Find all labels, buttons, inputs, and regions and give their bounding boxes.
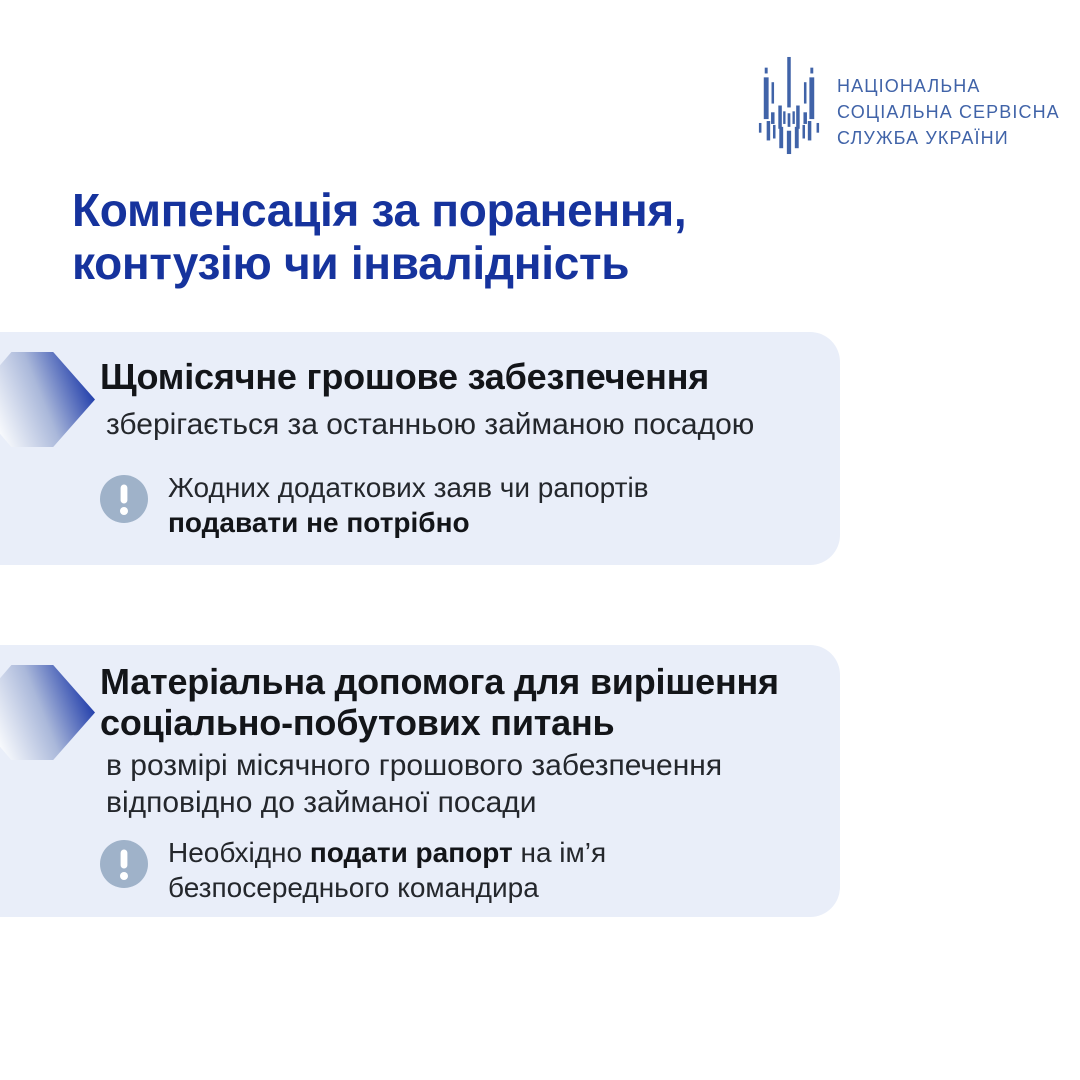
org-name: [837, 73, 1060, 151]
note-text-pre: Жодних додаткових заяв чи рапортів: [168, 472, 649, 503]
org-name-line: СОЦІАЛЬНА СЕРВІСНА: [837, 102, 1060, 122]
note-text-post: на ім’я безпосереднього командира: [168, 837, 607, 903]
note-text: [168, 470, 728, 540]
card-heading: Щомісячне грошове забезпечення: [100, 356, 710, 397]
note-text-pre: Необхідно: [168, 837, 310, 868]
org-name-line: СЛУЖБА УКРАЇНИ: [837, 128, 1009, 148]
org-name-line: НАЦІОНАЛЬНА: [837, 76, 981, 96]
benefit-card-material-aid: [0, 645, 840, 917]
note-text-bold: подавати не потрібно: [168, 507, 470, 538]
page-title-line2: контузію чи інвалідність: [72, 237, 630, 289]
arrow-right-icon: [0, 352, 95, 447]
note-text-bold: подати рапорт: [309, 837, 513, 868]
note-text: [168, 835, 728, 905]
tryzub-bars-logo-icon: [756, 56, 822, 155]
exclamation-icon: [100, 475, 148, 523]
page-title: [72, 184, 686, 290]
arrow-right-icon: [0, 665, 95, 760]
note-row: [100, 470, 728, 540]
card-subtext: в розмірі місячного грошового забезпечення відповідно до займаної посади: [106, 749, 723, 819]
org-logo: [756, 56, 1060, 155]
page-title-line1: Компенсація за поранення,: [72, 184, 687, 236]
exclamation-icon: [100, 840, 148, 888]
benefit-card-monthly-pay: [0, 332, 840, 565]
card-subtext: зберігається за останньою займаною посадою: [106, 408, 755, 441]
card-heading: Матеріальна допомога для вирішення соціально-побутових питань: [100, 661, 779, 743]
note-row: [100, 835, 728, 905]
